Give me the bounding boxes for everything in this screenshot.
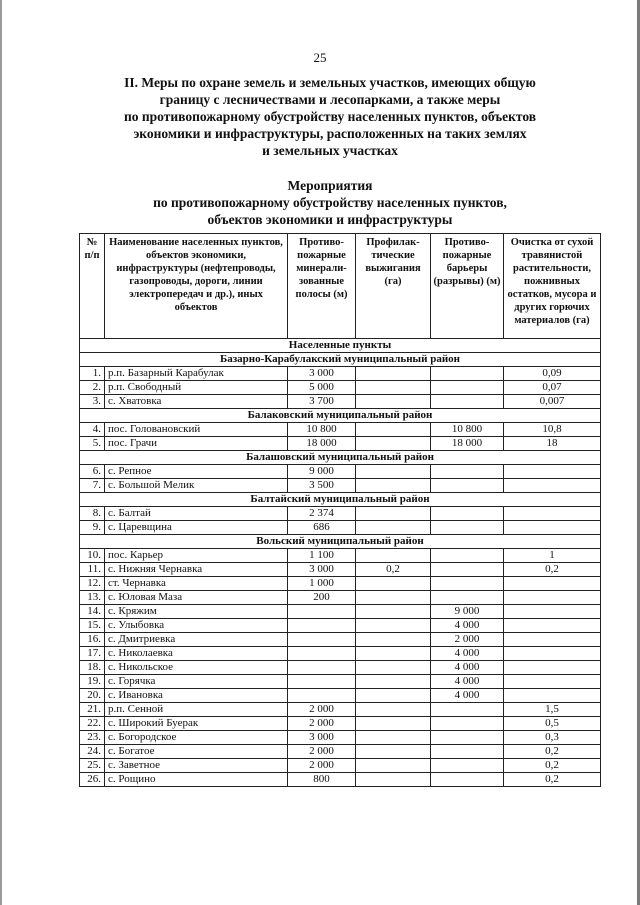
row-number: 24.	[80, 745, 105, 759]
settlement-name: р.п. Сенной	[105, 703, 288, 717]
row-number: 26.	[80, 773, 105, 787]
mineralized-strips-value: 5 000	[288, 381, 356, 395]
sub-heading-line: по противопожарному обустройству населенных пунктов,	[153, 195, 507, 210]
settlement-name: с. Богатое	[105, 745, 288, 759]
table-row	[80, 479, 601, 493]
row-number: 3.	[80, 395, 105, 409]
header-barriers: Противо-пожарные барьеры (разрывы) (м)	[431, 234, 504, 339]
dry-vegetation-cleaning-value	[504, 577, 601, 591]
prophylactic-burning-value	[356, 479, 431, 493]
sub-heading-line: объектов экономики и инфраструктуры	[207, 212, 453, 227]
mineralized-strips-value	[288, 619, 356, 633]
district-name: Базарно-Карабулакский муниципальный район	[80, 353, 601, 367]
prophylactic-burning-value	[356, 745, 431, 759]
row-number: 9.	[80, 521, 105, 535]
mineralized-strips-value	[288, 661, 356, 675]
settlement-name: с. Кряжим	[105, 605, 288, 619]
settlement-name: р.п. Свободный	[105, 381, 288, 395]
table-row	[80, 591, 601, 605]
dry-vegetation-cleaning-value	[504, 689, 601, 703]
mineralized-strips-value	[288, 605, 356, 619]
fire-barriers-value	[431, 591, 504, 605]
dry-vegetation-cleaning-value	[504, 605, 601, 619]
fire-barriers-value	[431, 773, 504, 787]
dry-vegetation-cleaning-value: 0,09	[504, 367, 601, 381]
prophylactic-burning-value	[356, 395, 431, 409]
fire-barriers-value: 18 000	[431, 437, 504, 451]
prophylactic-burning-value	[356, 507, 431, 521]
dry-vegetation-cleaning-value: 0,2	[504, 759, 601, 773]
table-row	[80, 367, 601, 381]
mineralized-strips-value: 10 800	[288, 423, 356, 437]
section-label-row	[80, 339, 601, 353]
table-row	[80, 745, 601, 759]
mineralized-strips-value: 18 000	[288, 437, 356, 451]
mineralized-strips-value: 2 000	[288, 717, 356, 731]
settlement-name: пос. Карьер	[105, 549, 288, 563]
table-row	[80, 507, 601, 521]
prophylactic-burning-value	[356, 367, 431, 381]
dry-vegetation-cleaning-value	[504, 521, 601, 535]
mineralized-strips-value: 2 000	[288, 703, 356, 717]
prophylactic-burning-value	[356, 465, 431, 479]
table-row	[80, 563, 601, 577]
table-row	[80, 423, 601, 437]
prophylactic-burning-value	[356, 661, 431, 675]
dry-vegetation-cleaning-value	[504, 633, 601, 647]
fire-barriers-value	[431, 703, 504, 717]
dry-vegetation-cleaning-value: 0,2	[504, 563, 601, 577]
settlement-name: с. Царевщина	[105, 521, 288, 535]
section-title	[95, 74, 565, 159]
settlement-name: с. Балтай	[105, 507, 288, 521]
fire-barriers-value	[431, 759, 504, 773]
prophylactic-burning-value	[356, 577, 431, 591]
dry-vegetation-cleaning-value: 10,8	[504, 423, 601, 437]
mineralized-strips-value	[288, 689, 356, 703]
mineralized-strips-value	[288, 675, 356, 689]
table-row	[80, 759, 601, 773]
table-row	[80, 675, 601, 689]
settlement-name: с. Ивановка	[105, 689, 288, 703]
section-title-line: и земельных участках	[262, 143, 398, 158]
prophylactic-burning-value	[356, 773, 431, 787]
fire-barriers-value: 4 000	[431, 647, 504, 661]
mineralized-strips-value: 3 000	[288, 563, 356, 577]
fire-barriers-value	[431, 367, 504, 381]
district-row	[80, 451, 601, 465]
fire-barriers-value	[431, 521, 504, 535]
fire-barriers-value	[431, 549, 504, 563]
fire-barriers-value	[431, 395, 504, 409]
settlement-name: с. Широкий Буерак	[105, 717, 288, 731]
settlement-name: с. Горячка	[105, 675, 288, 689]
table-row	[80, 381, 601, 395]
fire-barriers-value: 4 000	[431, 661, 504, 675]
prophylactic-burning-value	[356, 437, 431, 451]
table-row	[80, 661, 601, 675]
fire-barriers-value	[431, 465, 504, 479]
table-row	[80, 773, 601, 787]
row-number: 16.	[80, 633, 105, 647]
table-row	[80, 647, 601, 661]
prophylactic-burning-value	[356, 521, 431, 535]
dry-vegetation-cleaning-value: 1	[504, 549, 601, 563]
settlement-name: с. Дмитриевка	[105, 633, 288, 647]
row-number: 14.	[80, 605, 105, 619]
prophylactic-burning-value: 0,2	[356, 563, 431, 577]
sub-heading-line: Мероприятия	[287, 178, 373, 193]
district-name: Балаковский муниципальный район	[80, 409, 601, 423]
measures-table	[79, 233, 601, 787]
fire-barriers-value	[431, 745, 504, 759]
fire-barriers-value	[431, 381, 504, 395]
settlement-name: с. Юловая Маза	[105, 591, 288, 605]
mineralized-strips-value: 1 100	[288, 549, 356, 563]
fire-barriers-value: 4 000	[431, 675, 504, 689]
section-label: Населенные пункты	[80, 339, 601, 353]
mineralized-strips-value: 686	[288, 521, 356, 535]
dry-vegetation-cleaning-value: 0,2	[504, 773, 601, 787]
settlement-name: с. Рощино	[105, 773, 288, 787]
row-number: 15.	[80, 619, 105, 633]
district-name: Балашовский муниципальный район	[80, 451, 601, 465]
table-row	[80, 717, 601, 731]
row-number: 17.	[80, 647, 105, 661]
section-title-line: II. Меры по охране земель и земельных участков, имеющих общую	[124, 75, 536, 90]
mineralized-strips-value: 3 000	[288, 367, 356, 381]
section-title-line: по противопожарному обустройству населенных пунктов, объектов	[123, 109, 537, 124]
prophylactic-burning-value	[356, 633, 431, 647]
row-number: 11.	[80, 563, 105, 577]
header-number: № п/п	[80, 234, 105, 339]
district-row	[80, 409, 601, 423]
row-number: 2.	[80, 381, 105, 395]
table-row	[80, 605, 601, 619]
dry-vegetation-cleaning-value: 0,07	[504, 381, 601, 395]
mineralized-strips-value: 2 000	[288, 759, 356, 773]
row-number: 18.	[80, 661, 105, 675]
table-header-row	[80, 234, 601, 339]
settlement-name: с. Николаевка	[105, 647, 288, 661]
table-row	[80, 619, 601, 633]
row-number: 20.	[80, 689, 105, 703]
prophylactic-burning-value	[356, 689, 431, 703]
prophylactic-burning-value	[356, 731, 431, 745]
header-name: Наименование населенных пунктов, объектов экономики, инфраструктуры (нефтепроводы, газопроводы, дороги, линии электропередач и др.), иных объектов	[105, 234, 288, 339]
district-row	[80, 535, 601, 549]
row-number: 1.	[80, 367, 105, 381]
prophylactic-burning-value	[356, 591, 431, 605]
fire-barriers-value: 2 000	[431, 633, 504, 647]
dry-vegetation-cleaning-value: 18	[504, 437, 601, 451]
fire-barriers-value	[431, 507, 504, 521]
mineralized-strips-value	[288, 647, 356, 661]
row-number: 22.	[80, 717, 105, 731]
dry-vegetation-cleaning-value	[504, 661, 601, 675]
mineralized-strips-value: 3 500	[288, 479, 356, 493]
settlement-name: пос. Головановский	[105, 423, 288, 437]
mineralized-strips-value: 2 000	[288, 745, 356, 759]
settlement-name: с. Хватовка	[105, 395, 288, 409]
prophylactic-burning-value	[356, 703, 431, 717]
settlement-name: ст. Чернавка	[105, 577, 288, 591]
prophylactic-burning-value	[356, 647, 431, 661]
header-cleaning: Очистка от сухой травянистой растительности, пожнивных остатков, мусора и других горючих материалов (га)	[504, 234, 601, 339]
prophylactic-burning-value	[356, 381, 431, 395]
prophylactic-burning-value	[356, 675, 431, 689]
fire-barriers-value: 9 000	[431, 605, 504, 619]
prophylactic-burning-value	[356, 549, 431, 563]
prophylactic-burning-value	[356, 423, 431, 437]
row-number: 7.	[80, 479, 105, 493]
row-number: 23.	[80, 731, 105, 745]
settlement-name: с. Улыбовка	[105, 619, 288, 633]
table-body	[80, 339, 601, 787]
row-number: 13.	[80, 591, 105, 605]
table-row	[80, 577, 601, 591]
mineralized-strips-value: 9 000	[288, 465, 356, 479]
row-number: 8.	[80, 507, 105, 521]
district-row	[80, 493, 601, 507]
table-row	[80, 703, 601, 717]
mineralized-strips-value: 2 374	[288, 507, 356, 521]
row-number: 12.	[80, 577, 105, 591]
dry-vegetation-cleaning-value	[504, 647, 601, 661]
header-strips: Противо-пожарные минерали-зованные полосы (м)	[288, 234, 356, 339]
dry-vegetation-cleaning-value	[504, 619, 601, 633]
fire-barriers-value	[431, 717, 504, 731]
settlement-name: с. Репное	[105, 465, 288, 479]
mineralized-strips-value: 1 000	[288, 577, 356, 591]
dry-vegetation-cleaning-value	[504, 479, 601, 493]
section-title-line: экономики и инфраструктуры, расположенных на таких землях	[133, 126, 527, 141]
table-row	[80, 731, 601, 745]
table-row	[80, 465, 601, 479]
mineralized-strips-value: 3 000	[288, 731, 356, 745]
table-row	[80, 689, 601, 703]
table-row	[80, 549, 601, 563]
header-burning: Профилак-тические выжигания (га)	[356, 234, 431, 339]
settlement-name: с. Никольское	[105, 661, 288, 675]
row-number: 6.	[80, 465, 105, 479]
dry-vegetation-cleaning-value	[504, 465, 601, 479]
settlement-name: с. Заветное	[105, 759, 288, 773]
dry-vegetation-cleaning-value: 0,007	[504, 395, 601, 409]
fire-barriers-value	[431, 479, 504, 493]
settlement-name: с. Богородское	[105, 731, 288, 745]
dry-vegetation-cleaning-value: 0,5	[504, 717, 601, 731]
settlement-name: с. Нижняя Чернавка	[105, 563, 288, 577]
mineralized-strips-value: 3 700	[288, 395, 356, 409]
fire-barriers-value	[431, 577, 504, 591]
dry-vegetation-cleaning-value	[504, 591, 601, 605]
row-number: 4.	[80, 423, 105, 437]
scan-edge-left	[0, 0, 2, 905]
district-row	[80, 353, 601, 367]
section-title-line: границу с лесничествами и лесопарками, а также меры	[159, 92, 501, 107]
district-name: Балтайский муниципальный район	[80, 493, 601, 507]
fire-barriers-value: 4 000	[431, 619, 504, 633]
settlement-name: р.п. Базарный Карабулак	[105, 367, 288, 381]
prophylactic-burning-value	[356, 605, 431, 619]
prophylactic-burning-value	[356, 759, 431, 773]
row-number: 5.	[80, 437, 105, 451]
dry-vegetation-cleaning-value	[504, 507, 601, 521]
dry-vegetation-cleaning-value	[504, 675, 601, 689]
dry-vegetation-cleaning-value: 1,5	[504, 703, 601, 717]
prophylactic-burning-value	[356, 619, 431, 633]
table-row	[80, 633, 601, 647]
fire-barriers-value	[431, 731, 504, 745]
fire-barriers-value	[431, 563, 504, 577]
district-name: Вольский муниципальный район	[80, 535, 601, 549]
table-row	[80, 521, 601, 535]
mineralized-strips-value	[288, 633, 356, 647]
row-number: 19.	[80, 675, 105, 689]
sub-heading	[95, 177, 565, 228]
page-number: 25	[313, 50, 327, 65]
mineralized-strips-value: 200	[288, 591, 356, 605]
fire-barriers-value: 10 800	[431, 423, 504, 437]
dry-vegetation-cleaning-value: 0,3	[504, 731, 601, 745]
prophylactic-burning-value	[356, 717, 431, 731]
fire-barriers-value: 4 000	[431, 689, 504, 703]
table-row	[80, 437, 601, 451]
row-number: 21.	[80, 703, 105, 717]
row-number: 10.	[80, 549, 105, 563]
dry-vegetation-cleaning-value: 0,2	[504, 745, 601, 759]
mineralized-strips-value: 800	[288, 773, 356, 787]
table-row	[80, 395, 601, 409]
row-number: 25.	[80, 759, 105, 773]
settlement-name: пос. Грачи	[105, 437, 288, 451]
settlement-name: с. Большой Мелик	[105, 479, 288, 493]
